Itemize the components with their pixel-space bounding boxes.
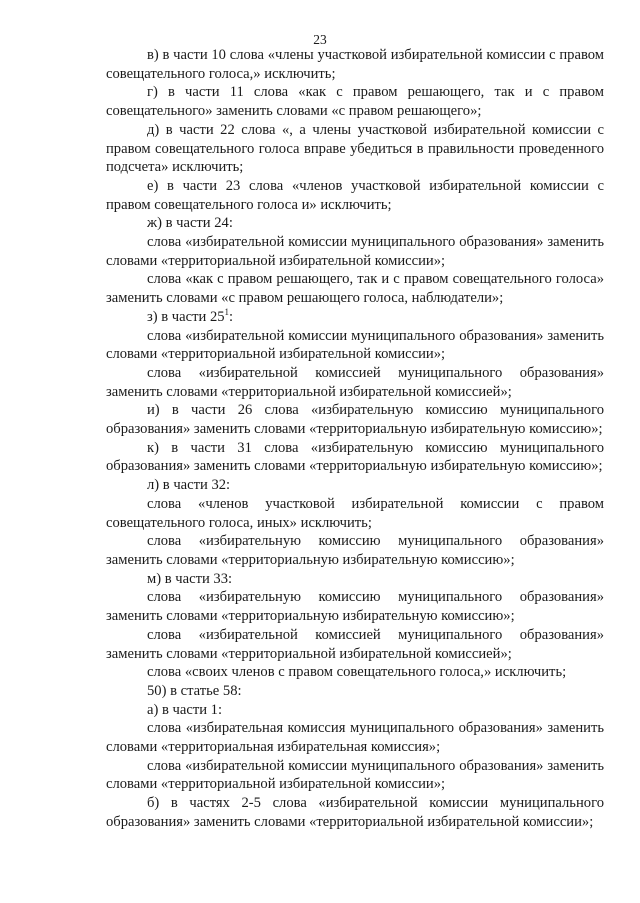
paragraph-10: слова «избирательной комиссией муниципального образования» заменить словами «территориальной избирательной комиссией»; bbox=[106, 364, 604, 400]
document-body bbox=[106, 46, 604, 832]
paragraph-3: д) в части 22 слова «, а члены участковой избирательной комиссии с правом совещательного голоса вправе убедиться в правильности проведенного подсчета» исключить; bbox=[106, 121, 604, 176]
paragraph-14: слова «членов участковой избирательной комиссии с правом совещательного голоса, иных» исключить; bbox=[106, 495, 604, 531]
paragraph-4: е) в части 23 слова «членов участковой избирательной комиссии с правом совещательного голоса и» исключить; bbox=[106, 177, 604, 213]
paragraph-15: слова «избирательную комиссию муниципального образования» заменить словами «территориальную избирательную комиссию»; bbox=[106, 533, 604, 568]
paragraph-24: б) в частях 2-5 слова «избирательной комиссии муниципального образования» заменить словами «территориальной избирательной комиссии»; bbox=[106, 795, 604, 830]
paragraph-20: 50) в статье 58: bbox=[147, 682, 242, 699]
paragraph-11: и) в части 26 слова «избирательную комиссию муниципального образования» заменить словами «территориальную избирательную комиссию»; bbox=[106, 402, 604, 438]
paragraph-22: слова «избирательная комиссия муниципального образования» заменить словами «территориальная избирательная комиссия»; bbox=[106, 720, 604, 756]
superscript: 1 bbox=[224, 306, 230, 317]
paragraph-9: слова «избирательной комиссии муниципального образования» заменить словами «территориальной избирательной комиссии»; bbox=[106, 327, 604, 363]
paragraph-5: ж) в части 24: bbox=[147, 215, 233, 232]
paragraph-1: в) в части 10 слова «члены участковой избирательной комиссии с правом совещательного голоса,» исключить; bbox=[106, 47, 604, 82]
paragraph-2: г) в части 11 слова «как с правом решающего, так и с правом совещательного» заменить словами «с правом решающего»; bbox=[106, 84, 604, 120]
paragraph-6: слова «избирательной комиссии муниципального образования» заменить словами «территориальной избирательной комиссии»; bbox=[106, 234, 604, 269]
paragraph-23: слова «избирательной комиссии муниципального образования» заменить словами «территориальной избирательной комиссии»; bbox=[106, 757, 604, 793]
paragraph-8: з) в части $25^1$: bbox=[147, 306, 234, 325]
paragraph-17: слова «избирательную комиссию муниципального образования» заменить словами «территориальную избирательную комиссию»; bbox=[106, 589, 604, 625]
page-number: 23 bbox=[313, 32, 327, 47]
paragraph-18: слова «избирательной комиссией муниципального образования» заменить словами «территориальной избирательной комиссией»; bbox=[106, 626, 604, 662]
paragraph-16: м) в части 33: bbox=[147, 570, 233, 587]
paragraph-21: а) в части 1: bbox=[147, 701, 223, 718]
paragraph-19: слова «своих членов с правом совещательного голоса,» исключить; bbox=[147, 664, 567, 681]
paragraph-7: слова «как с правом решающего, так и с правом совещательного голоса» заменить словами «с правом решающего голоса, наблюдатели»; bbox=[106, 271, 604, 307]
paragraph-12: к) в части 31 слова «избирательную комиссию муниципального образования» заменить словами «территориальную избирательную комиссию»; bbox=[106, 439, 604, 475]
paragraph-13: л) в части 32: bbox=[147, 477, 231, 494]
